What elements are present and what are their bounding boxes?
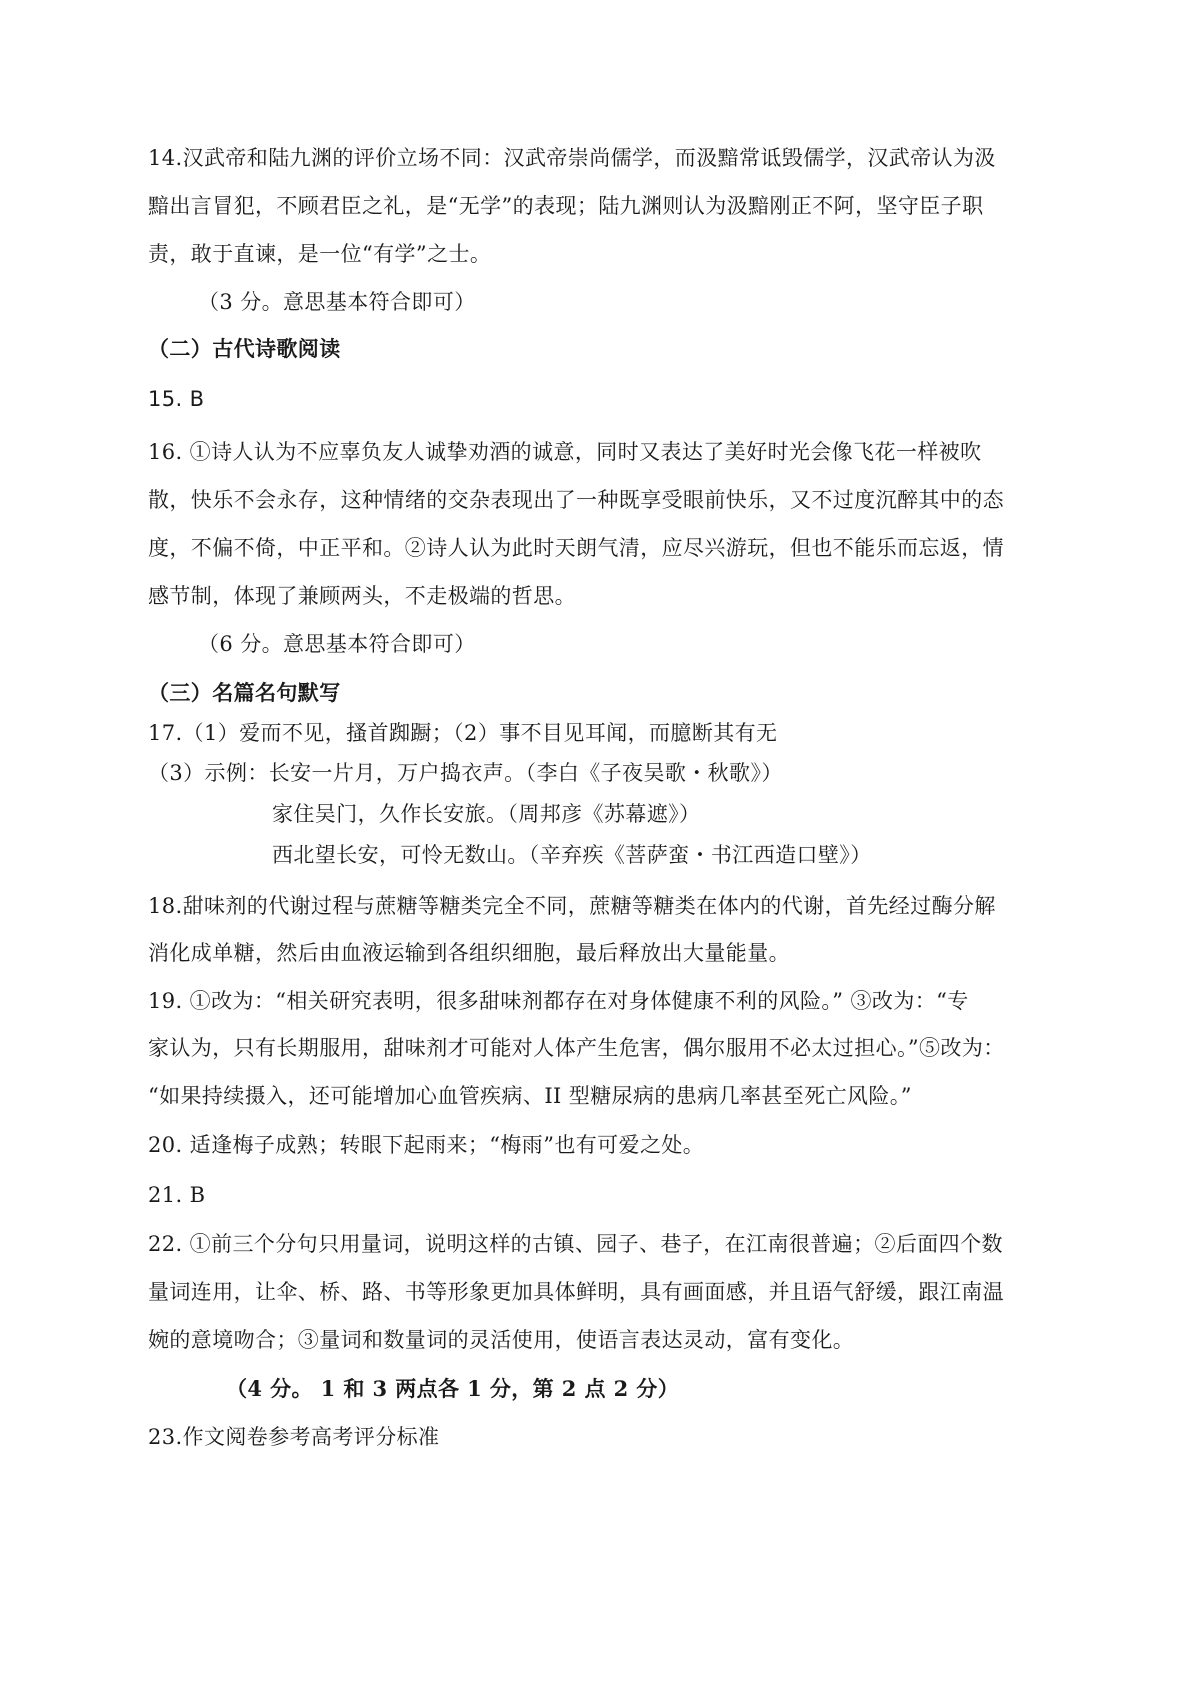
- q23-answer: 23.作文阅卷参考高考评分标准: [148, 1425, 440, 1449]
- q22-line-1: 22. ①前三个分句只用量词，说明这样的古镇、园子、巷子，在江南很普遍；②后面四个数: [148, 1232, 1003, 1256]
- q22-line-3: 婉的意境吻合；③量词和数量词的灵活使用，使语言表达灵动，富有变化。: [148, 1328, 855, 1352]
- q19-line-3: “如果持续摄入，还可能增加心血管疾病、II 型糖尿病的患病几率甚至死亡风险。”: [148, 1084, 912, 1108]
- q15-answer: 15. B: [148, 387, 205, 411]
- section-heading-poetry: （二）古代诗歌阅读: [148, 336, 341, 361]
- q21-answer: 21. B: [148, 1183, 206, 1207]
- q17-line-3: 家住吴门，久作长安旅。（周邦彦《苏幕遮》）: [272, 802, 701, 826]
- q17-line-2: （3）示例：长安一片月，万户捣衣声。（李白《子夜吴歌・秋歌》）: [148, 761, 783, 785]
- q16-score-note: （6 分。意思基本符合即可）: [198, 632, 476, 656]
- q16-line-2: 散，快乐不会永存，这种情绪的交杂表现出了一种既享受眼前快乐，又不过度沉醉其中的态: [148, 488, 1004, 512]
- q14-line-3: 责，敢于直谏，是一位“有学”之士。: [148, 242, 492, 266]
- q22-line-2: 量词连用，让伞、桥、路、书等形象更加具体鲜明，具有画面感，并且语气舒缓，跟江南温: [148, 1280, 1004, 1304]
- q16-line-1: 16. ①诗人认为不应辜负友人诚挚劝酒的诚意，同时又表达了美好时光会像飞花一样被吹: [148, 440, 982, 464]
- q16-line-3: 度，不偏不倚，中正平和。②诗人认为此时天朗气清，应尽兴游玩，但也不能乐而忘返，情: [148, 536, 1004, 560]
- q14-line-1: 14.汉武帝和陆九渊的评价立场不同：汉武帝崇尚儒学，而汲黯常诋毁儒学，汉武帝认为汲: [148, 146, 996, 170]
- q18-line-2: 消化成单糖，然后由血液运输到各组织细胞，最后释放出大量能量。: [148, 941, 790, 965]
- q17-line-1: 17.（1）爱而不见，搔首踟蹰；（2）事不目见耳闻，而臆断其有无: [148, 721, 778, 745]
- section-heading-recitation: （三）名篇名句默写: [148, 680, 341, 705]
- q16-line-4: 感节制，体现了兼顾两头，不走极端的哲思。: [148, 584, 576, 608]
- q22-score-note: （4 分。 1 和 3 两点各 1 分，第 2 点 2 分）: [226, 1376, 680, 1401]
- q19-line-1: 19. ①改为：“相关研究表明，很多甜味剂都存在对身体健康不利的风险。” ③改为：“专: [148, 989, 969, 1013]
- q19-line-2: 家认为，只有长期服用，甜味剂才可能对人体产生危害，偶尔服用不必太过担心。”⑤改为：: [148, 1036, 1005, 1060]
- q20-answer: 20. 适逢梅子成熟；转眼下起雨来；“梅雨”也有可爱之处。: [148, 1133, 705, 1157]
- q18-line-1: 18.甜味剂的代谢过程与蔗糖等糖类完全不同，蔗糖等糖类在体内的代谢，首先经过酶分解: [148, 894, 996, 918]
- q14-score-note: （3 分。意思基本符合即可）: [198, 290, 476, 314]
- q17-line-4: 西北望长安，可怜无数山。（辛弃疾《菩萨蛮・书江西造口壁》）: [272, 843, 872, 867]
- q14-line-2: 黯出言冒犯，不顾君臣之礼，是“无学”的表现；陆九渊则认为汲黯刚正不阿，坚守臣子职: [148, 194, 984, 218]
